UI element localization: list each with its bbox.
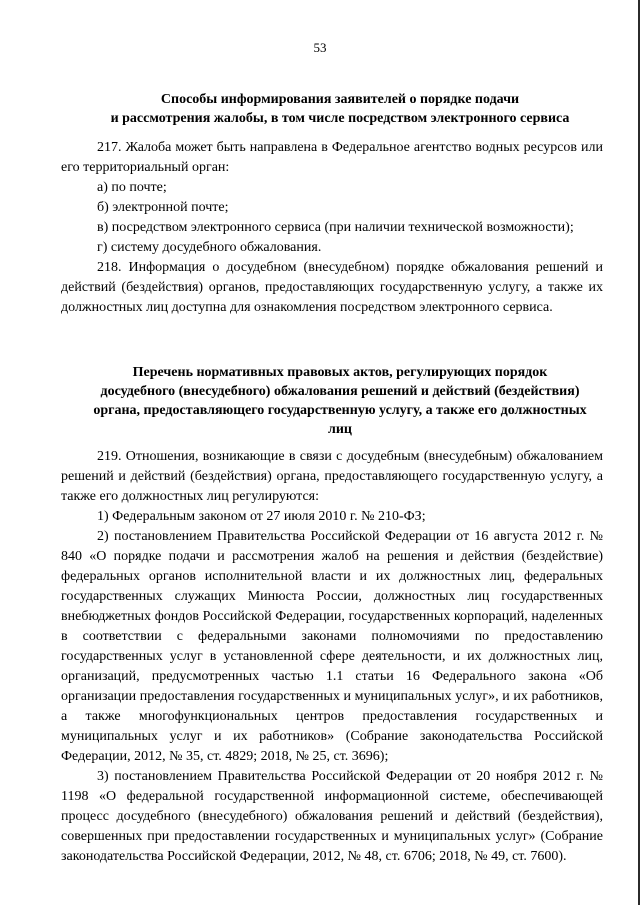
heading-line: досудебного (внесудебного) обжалования решений и действий (бездействия) — [100, 384, 580, 399]
list-item: в) посредством электронного сервиса (при наличии технической возможности); — [97, 220, 574, 235]
heading-line: лиц — [328, 422, 352, 437]
list-item: а) по почте; — [97, 180, 167, 195]
section-body-legal-acts — [61, 447, 603, 867]
list-item-federal-law: 1) Федеральным законом от 27 июля 2010 г. № 210-ФЗ; — [97, 509, 426, 524]
section-heading-complaint-information — [70, 90, 610, 128]
heading-line: Способы информирования заявителей о порядке подачи — [160, 92, 520, 107]
heading-line: и рассмотрения жалобы, в том числе посредством электронного сервиса — [110, 111, 570, 126]
list-item-resolution-1198: 3) постановлением Правительства Российской Федерации от 20 ноября 2012 г. № 1198 «О федеральной государственной информационной системе, обеспечивающей процесс досудебного (внесудебного) обжалования решений и действий (бездействия), совершенных при предоставлении государственных и муниципальных услуг» (Собрание законодательства Российской Федерации, 2012, № 48, ст. 6706; 2018, № 49, ст. 7600). — [61, 769, 603, 864]
paragraph-219: 219. Отношения, возникающие в связи с досудебным (внесудебным) обжалованием решений и действий (бездействия) органа, предоставляющего государственную услугу, а также его должностных лиц регулируются: — [61, 449, 603, 504]
paragraph-218: 218. Информация о досудебном (внесудебном) порядке обжалования решений и действий (бездействия) органов, предоставляющих государственную услугу, а также их должностных лиц доступна для ознакомления посредством электронного сервиса. — [61, 260, 603, 315]
section-heading-legal-acts — [70, 363, 610, 439]
list-item: г) систему досудебного обжалования. — [97, 240, 322, 255]
heading-line: Перечень нормативных правовых актов, регулирующих порядок — [132, 365, 548, 380]
section-body-complaint-information — [61, 138, 603, 318]
paragraph-217: 217. Жалоба может быть направлена в Федеральное агентство водных ресурсов или его территориальный орган: — [61, 140, 603, 175]
list-item-resolution-840: 2) постановлением Правительства Российской Федерации от 16 августа 2012 г. № 840 «О порядке подачи и рассмотрения жалоб на решения и действия (бездействие) федеральных органов исполнительной власти и их должностных лиц, федеральных государственных служащих Минюста России, должностных лиц государственных внебюджетных фондов Российской Федерации, государственных корпораций, наделенных в соответствии с федеральными законами полномочиями по предоставлению государственных услуг в установленной сфере деятельности, и их должностных лиц, организаций, предусмотренных частью 1.1 статьи 16 Федерального закона «Об организации предоставления государственных и муниципальных услуг», и их работников, а также многофункциональных центров предоставления государственных и муниципальных услуг и их работников» (Собрание законодательства Российской Федерации, 2012, № 35, ст. 4829; 2018, № 25, ст. 3696); — [61, 529, 603, 764]
list-item: б) электронной почте; — [97, 200, 229, 215]
page-number: 53 — [313, 40, 327, 55]
heading-line: органа, предоставляющего государственную услугу, а также его должностных — [93, 403, 587, 418]
